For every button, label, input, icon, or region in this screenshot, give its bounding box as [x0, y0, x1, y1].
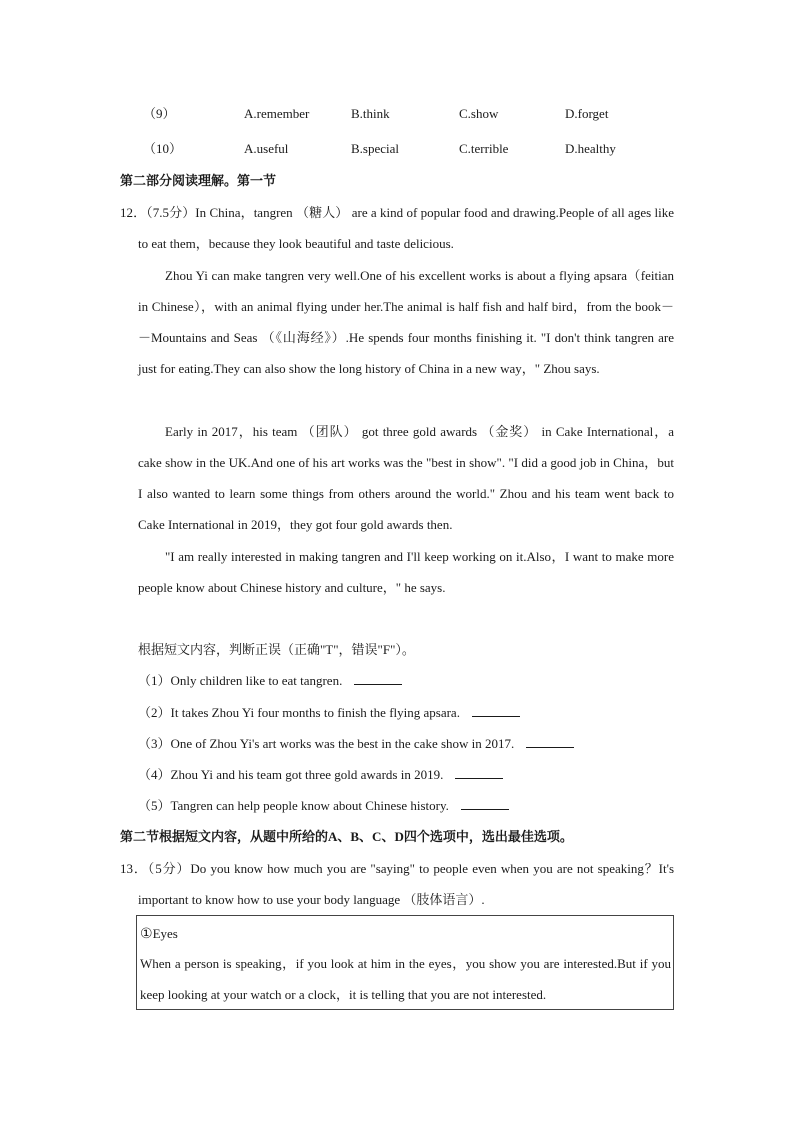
- statement-text: （5）Tangren can help people know about Chinese history.: [138, 798, 449, 813]
- circled-number: ①: [140, 926, 153, 942]
- statement-1: [138, 671, 402, 691]
- q12-paragraph-3: "I am really interested in making tangren and I'll keep working on it.Also，I want to make more people know about Chinese history and culture，" he says.: [138, 549, 674, 595]
- q12-paragraph-1: Zhou Yi can make tangren very well.One of his excellent works is about a flying apsara（feitian in Chinese），with an animal flying under her.The animal is half fish and half bird，from the book－ －Mountains and Seas （《山海经》）.He spends four months finishing it. "I don't think tangren are just for eating.They can also show the long history of China in a new way，" Zhou says.: [138, 268, 674, 376]
- statement-2: [138, 703, 520, 723]
- statement-3: [138, 734, 574, 754]
- q13-intro-text: 13．（5分）Do you know how much you are "saying" to people even when you are not speaking？It's important to know how to use your body language （肢体语言）.: [120, 861, 674, 907]
- answer-blank[interactable]: [461, 796, 509, 810]
- box-title-text: Eyes: [152, 926, 178, 941]
- option-a: A.useful: [244, 141, 289, 156]
- q12-intro: [120, 197, 674, 259]
- statement-text: （3）One of Zhou Yi's art works was the best in the cake show in 2017.: [138, 736, 515, 751]
- statement-text: （2）It takes Zhou Yi four months to finish the flying apsara.: [138, 705, 460, 720]
- statement-text: （1）Only children like to eat tangren.: [138, 673, 343, 688]
- body-language-box: [136, 915, 674, 1010]
- option-row-10: [0, 139, 794, 159]
- box-text: When a person is speaking，if you look at him in the eyes，you show you are interested.But if you keep looking at your watch or a clock，it is telling that you are not interested.: [140, 956, 671, 1002]
- q12-intro-text: 12．（7.5分）In China，tangren （糖人） are a kind of popular food and drawing.People of all ages like to eat them，because they look beautiful and taste delicious.: [120, 205, 674, 251]
- box-title: [140, 920, 671, 948]
- section-part2-heading: 第二节根据短文内容，从题中所给的A、B、C、D四个选项中，选出最佳选项。: [120, 829, 573, 844]
- answer-blank[interactable]: [455, 765, 503, 779]
- q12-paragraph-2: Early in 2017，his team （团队） got three gold awards （金奖） in Cake International，a cake show in the UK.And one of his art works was the "best in show". "I did a good job in China，but I also wanted to learn some things from others around the world." Zhou and his team went back to Cake International in 2019，they got four gold awards then.: [138, 424, 674, 532]
- option-row-9: [0, 104, 794, 124]
- question-number: （9）: [143, 106, 176, 121]
- statement-5: [138, 796, 509, 816]
- q12-instruction: 根据短文内容，判断正误（正确"T"，错误"F"）。: [138, 642, 415, 657]
- q13-intro: [120, 853, 674, 915]
- option-b: B.think: [351, 106, 390, 121]
- option-c: C.show: [459, 106, 499, 121]
- answer-blank[interactable]: [526, 734, 574, 748]
- question-number: （10）: [143, 141, 183, 156]
- statement-text: （4）Zhou Yi and his team got three gold awards in 2019.: [138, 767, 444, 782]
- section-heading: 第二部分阅读理解。第一节: [120, 173, 277, 188]
- option-c: C.terrible: [459, 141, 509, 156]
- option-d: D.healthy: [565, 141, 616, 156]
- answer-blank[interactable]: [354, 671, 402, 685]
- option-a: A.remember: [244, 106, 310, 121]
- option-b: B.special: [351, 141, 400, 156]
- answer-blank[interactable]: [472, 703, 520, 717]
- option-d: D.forget: [565, 106, 609, 121]
- statement-4: [138, 765, 503, 785]
